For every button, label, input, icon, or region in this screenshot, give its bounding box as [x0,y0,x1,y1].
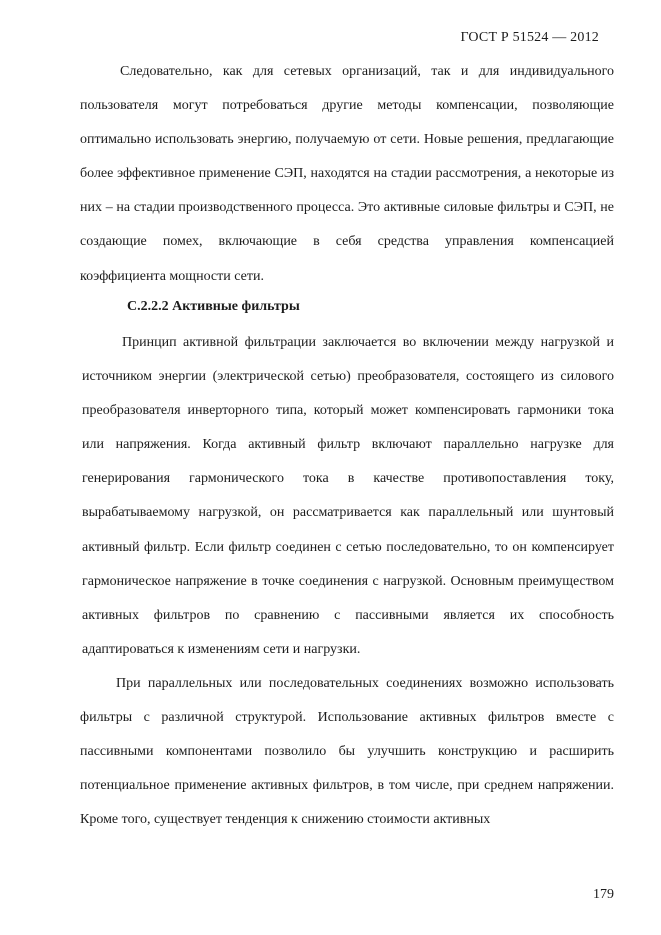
paragraph-filter-structures: При параллельных или последовательных соединениях возможно использовать фильтры с различной структурой. Использование активных фильтров вместе с пассивными компонентами позволило бы улучшить конструкцию и расширить потенциальное применение активных фильтров, в том числе, при среднем напряжении. Кроме того, существует тенденция к снижению стоимости активных [80,676,614,828]
page-number: 179 [593,887,614,902]
paragraph-compensation-methods: Следовательно, как для сетевых организаций, так и для индивидуального пользователя могут потребоваться другие методы компенсации, позволяющие оптимально использовать энергию, получаемую от сети. Новые решения, предлагающие более эффективное применение СЭП, находятся на стадии рассмотрения, а некоторые из них – на стадии производственного процесса. Это активные силовые фильтры и СЭП, не создающие помех, включающие в себя средства управления компенсацией коэффициента мощности сети. [80,64,614,284]
section-heading-active-filters: С.2.2.2 Активные фильтры [127,299,300,314]
standard-header: ГОСТ Р 51524 — 2012 [460,30,599,45]
paragraph-active-filtering-principle: Принцип активной фильтрации заключается во включении между нагрузкой и источником энергии (электрической сетью) преобразователя, состоящего из силового преобразователя инверторного типа, который может компенсировать гармоники тока или напряжения. Когда активный фильтр включают параллельно нагрузке для генерирования гармонического тока в качестве противопоставления току, вырабатываемому нагрузкой, он рассматривается как параллельный или шунтовый активный фильтр. Если фильтр соединен с сетью последовательно, то он компенсирует гармоническое напряжение в точке соединения с нагрузкой. Основным преимуществом активных фильтров по сравнению с пассивными является их способность адаптироваться к изменениям сети и нагрузки. [82,335,614,657]
